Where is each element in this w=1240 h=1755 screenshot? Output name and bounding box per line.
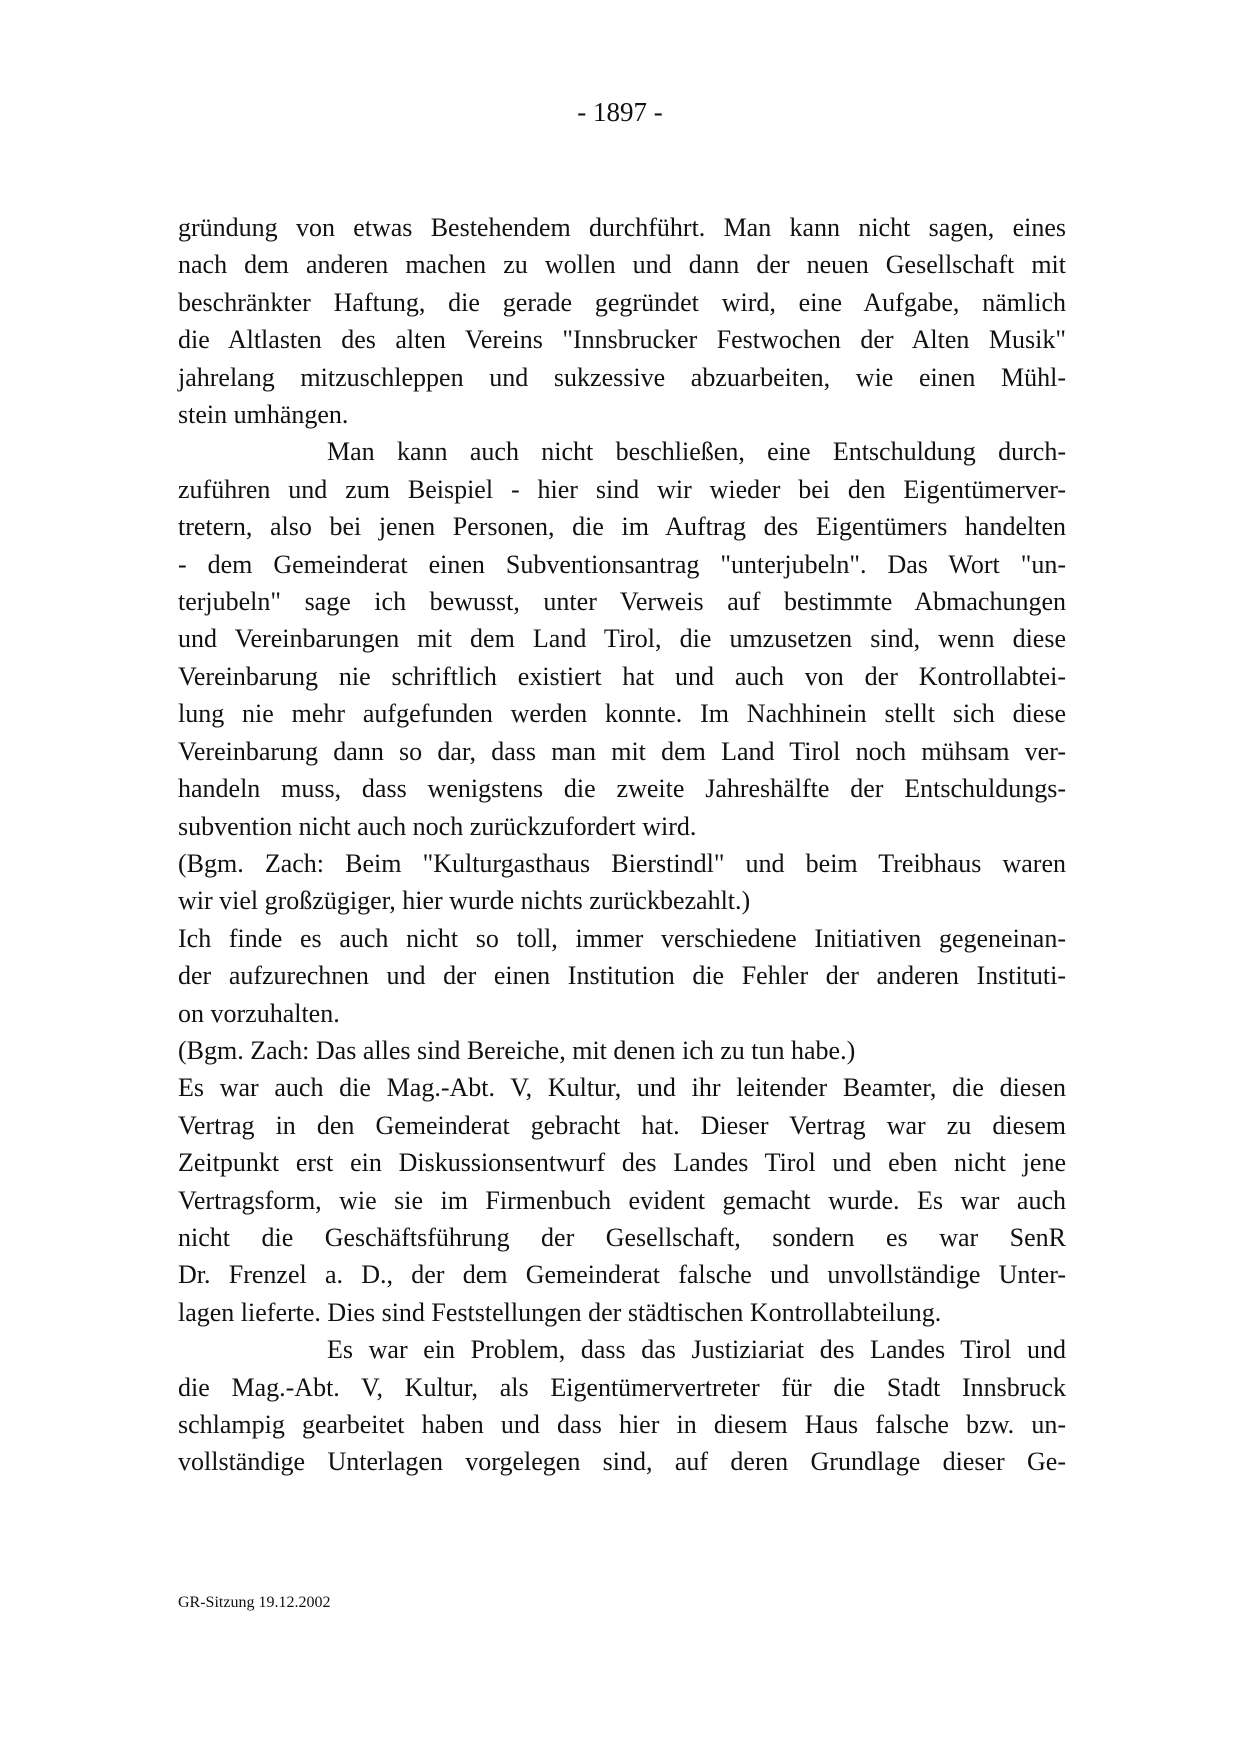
text-line: die Mag.-Abt. V, Kultur, als Eigentümervertreter für die Stadt Innsbruck: [178, 1372, 1066, 1402]
text-line: subvention nicht auch noch zurückzufordert wird.: [178, 811, 697, 841]
text-line: der aufzurechnen und der einen Institution die Fehler der anderen Instituti-: [178, 961, 1066, 991]
text-line: beschränkter Haftung, die gerade gegründet wird, eine Aufgabe, nämlich: [178, 287, 1066, 317]
text-line: wir viel großzügiger, hier wurde nichts zurückbezahlt.): [178, 886, 751, 916]
text-line: Vertrag in den Gemeinderat gebracht hat. Dieser Vertrag war zu diesem: [178, 1110, 1066, 1140]
text-line: vollständige Unterlagen vorgelegen sind, auf deren Grundlage dieser Ge-: [178, 1447, 1066, 1477]
text-line: lagen lieferte. Dies sind Feststellungen der städtischen Kontrollabteilung.: [178, 1297, 942, 1327]
text-line: zuführen und zum Beispiel - hier sind wir wieder bei den Eigentümerver-: [178, 474, 1066, 504]
text-line: schlampig gearbeitet haben und dass hier in diesem Haus falsche bzw. un-: [178, 1410, 1066, 1439]
paragraph: [178, 209, 1066, 433]
text-line: Vereinbarung dann so dar, dass man mit dem Land Tirol noch mühsam ver-: [178, 736, 1066, 766]
text-line: jahrelang mitzuschleppen und sukzessive abzuarbeiten, wie einen Mühl-: [178, 362, 1066, 392]
paragraph: [178, 1331, 1066, 1481]
text-line: - dem Gemeinderat einen Subventionsantrag "unterjubeln". Das Wort "un-: [178, 549, 1066, 579]
text-line: terjubeln" sage ich bewusst, unter Verweis auf bestimmte Abmachungen: [178, 587, 1066, 617]
text-line: handeln muss, dass wenigstens die zweite Jahreshälfte der Entschuldungs-: [178, 774, 1066, 804]
text-line: Ich finde es auch nicht so toll, immer verschiedene Initiativen gegeneinan-: [178, 923, 1066, 953]
text-line: nach dem anderen machen zu wollen und dann der neuen Gesellschaft mit: [178, 250, 1066, 280]
text-line: lung nie mehr aufgefunden werden konnte. Im Nachhinein stellt sich diese: [178, 699, 1066, 729]
paragraph: [178, 1069, 1066, 1331]
text-line: Man kann auch nicht beschließen, eine Entschuldung durch-: [327, 437, 1066, 467]
paragraph: [178, 845, 1066, 920]
text-line: Dr. Frenzel a. D., der dem Gemeinderat falsche und unvollständige Unter-: [178, 1260, 1066, 1290]
text-line: und Vereinbarungen mit dem Land Tirol, die umzusetzen sind, wenn diese: [178, 624, 1066, 654]
text-line: on vorzuhalten.: [178, 998, 340, 1028]
paragraph: [178, 920, 1066, 1032]
text-line: tretern, also bei jenen Personen, die im Auftrag des Eigentümers handelten: [178, 512, 1066, 542]
text-line: gründung von etwas Bestehendem durchführt. Man kann nicht sagen, eines: [178, 213, 1066, 242]
text-line: nicht die Geschäftsführung der Gesellschaft, sondern es war SenR: [178, 1222, 1066, 1252]
page-number: - 1897 -: [577, 97, 663, 127]
body-text: [178, 209, 1066, 1481]
text-line: Zeitpunkt erst ein Diskussionsentwurf des Landes Tirol und eben nicht jene: [178, 1148, 1066, 1178]
paragraph: [178, 433, 1066, 844]
text-line: (Bgm. Zach: Das alles sind Bereiche, mit denen ich zu tun habe.): [178, 1035, 856, 1065]
text-line: (Bgm. Zach: Beim "Kulturgasthaus Bierstindl" und beim Treibhaus waren: [178, 848, 1066, 878]
text-line: Vertragsform, wie sie im Firmenbuch evident gemacht wurde. Es war auch: [178, 1185, 1066, 1215]
text-line: die Altlasten des alten Vereins "Innsbrucker Festwochen der Alten Musik": [178, 325, 1066, 355]
paragraph: [178, 1032, 1066, 1069]
text-line: Es war ein Problem, dass das Justiziariat des Landes Tirol und: [327, 1335, 1066, 1365]
text-line: stein umhängen.: [178, 400, 349, 430]
text-line: Es war auch die Mag.-Abt. V, Kultur, und ihr leitender Beamter, die diesen: [178, 1073, 1066, 1103]
text-line: Vereinbarung nie schriftlich existiert hat und auch von der Kontrollabtei-: [178, 661, 1066, 691]
footer-session-date: GR-Sitzung 19.12.2002: [178, 1594, 331, 1611]
